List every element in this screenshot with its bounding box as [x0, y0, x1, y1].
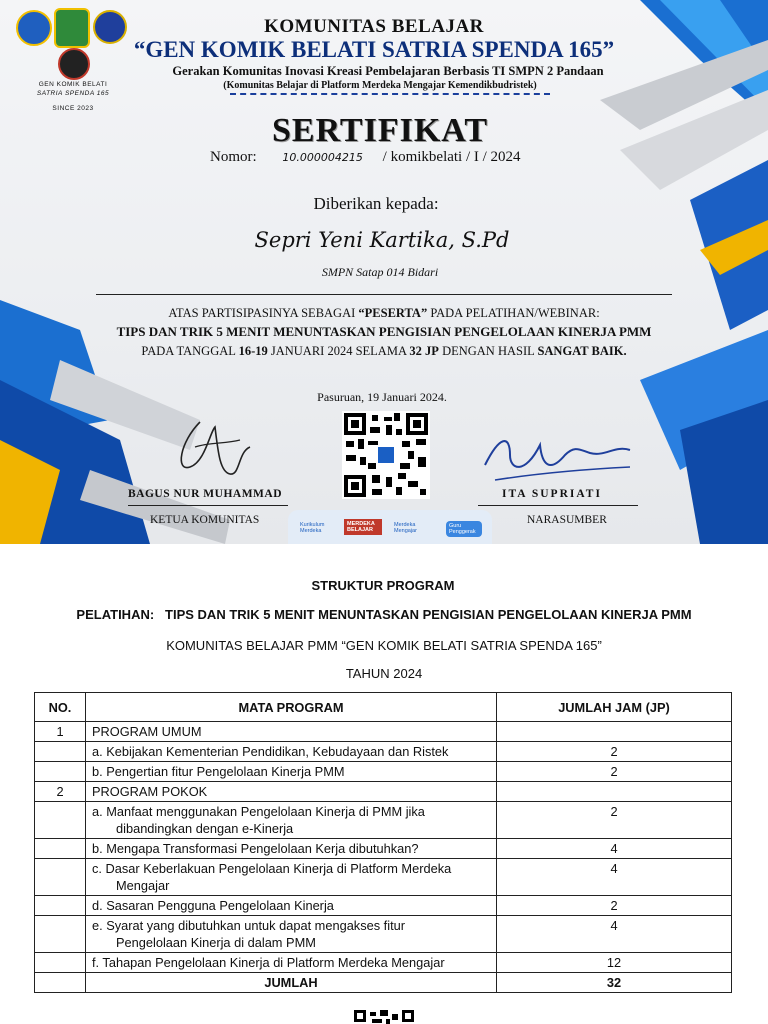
signature-right — [480, 425, 640, 495]
kurikulum-merdeka-logo: Kurikulum Merdeka — [300, 522, 325, 534]
row-hours: 2 — [497, 762, 732, 782]
logo-caption-since: SINCE 2023 — [52, 105, 94, 112]
row-number: 1 — [35, 722, 86, 742]
program-structure-page — [0, 544, 768, 1024]
details-text-a: PADA TANGGAL — [141, 344, 239, 358]
pelatihan-value: TIPS DAN TRIK 5 MENIT MENUNTASKAN PENGISIAN PENGELOLAAN KINERJA PMM — [165, 607, 692, 622]
table-total-row — [35, 973, 732, 993]
row-subject-text: PROGRAM UMUM — [92, 724, 202, 739]
guru-penggerak-logo: Guru Penggerak — [446, 521, 482, 537]
row-subject — [86, 762, 497, 782]
merdeka-mengajar-logo: Merdeka Mengajar — [394, 522, 417, 534]
table-row — [35, 762, 732, 782]
row-subject — [86, 782, 497, 802]
qr-code — [342, 411, 430, 499]
place-date: Pasuruan, 19 Januari 2024. — [317, 390, 447, 404]
training-details-line — [0, 344, 768, 359]
signer-right-name: ITA SUPRIATI — [502, 488, 602, 500]
movement-line: Gerakan Komunitas Inovasi Kreasi Pembelajaran Berbasis TI SMPN 2 Pandaan — [172, 64, 604, 78]
certificate-title: SERTIFIKAT — [271, 112, 488, 149]
program-title: STRUKTUR PROGRAM — [311, 578, 455, 593]
participation-text-end: PADA PELATIHAN/WEBINAR: — [427, 306, 600, 320]
row-hours: 4 — [497, 839, 732, 859]
row-subject-text: c. Dasar Keberlakuan Pengelolaan Kinerja di Platform Merdeka — [92, 861, 452, 876]
row-subject-text: b. Pengertian fitur Pengelolaan Kinerja PMM — [92, 764, 345, 779]
certificate-number — [210, 149, 521, 166]
details-result: SANGAT BAIK. — [537, 344, 627, 358]
logo-caption-line-2: SATRIA SPENDA 165 — [36, 90, 110, 97]
row-subject — [86, 896, 497, 916]
row-hours: 2 — [497, 742, 732, 762]
logo-caption-line-1: GEN KOMIK BELATI — [38, 81, 108, 88]
row-subject-continuation: Mengajar — [116, 878, 170, 893]
table-row — [35, 916, 732, 953]
table-row — [35, 896, 732, 916]
table-group-row — [35, 782, 732, 802]
signer-left-line — [128, 505, 288, 506]
row-hours: 2 — [497, 802, 732, 839]
row-subject — [86, 722, 497, 742]
recipient-divider — [96, 294, 672, 295]
details-jp: 32 JP — [409, 344, 439, 358]
pelatihan-label: PELATIHAN: — [76, 607, 155, 622]
number-value: 10.000004215 — [282, 151, 363, 164]
row-subject-text: a. Kebijakan Kementerian Pendidikan, Kebudayaan dan Ristek — [92, 744, 449, 759]
signer-left-name: BAGUS NUR MUHAMMAD — [128, 488, 283, 500]
recipient-name: Sepri Yeni Kartika, S.Pd — [254, 228, 510, 252]
row-number — [35, 896, 86, 916]
certificate-heading: KOMUNITAS BELAJAR — [264, 16, 484, 37]
row-hours: 2 — [497, 896, 732, 916]
row-hours: 12 — [497, 953, 732, 973]
community-name: “GEN KOMIK BELATI SATRIA SPENDA 165” — [133, 37, 615, 62]
row-number — [35, 742, 86, 762]
header-divider — [230, 93, 550, 101]
table-row — [35, 839, 732, 859]
row-subject — [86, 802, 497, 839]
footer-logos-bar — [288, 510, 492, 544]
row-number — [35, 839, 86, 859]
row-hours — [497, 722, 732, 742]
program-table — [34, 692, 732, 993]
table-row — [35, 859, 732, 896]
row-number — [35, 859, 86, 896]
row-subject-text: a. Manfaat menggunakan Pengelolaan Kinerja di PMM jika — [92, 804, 425, 819]
total-no-cell — [35, 973, 86, 993]
total-value: 32 — [497, 973, 732, 993]
signer-right-role: NARASUMBER — [527, 514, 607, 526]
table-body — [35, 722, 732, 973]
table-row — [35, 742, 732, 762]
row-hours — [497, 782, 732, 802]
participation-text: ATAS PARTISIPASINYA SEBAGAI — [168, 306, 359, 320]
signer-left-role: KETUA KOMUNITAS — [150, 514, 260, 526]
table-header-row — [35, 693, 732, 722]
footer-qr-code — [354, 1010, 414, 1024]
row-subject-text: e. Syarat yang dibutuhkan untuk dapat mengakses fitur — [92, 918, 406, 933]
training-title: TIPS DAN TRIK 5 MENIT MENUNTASKAN PENGISIAN PENGELOLAAN KINERJA PMM — [116, 324, 652, 339]
merdeka-belajar-logo: MERDEKA BELAJAR — [344, 519, 382, 535]
participation-role: “PESERTA” — [358, 306, 428, 320]
details-text-c: DENGAN HASIL — [438, 344, 538, 358]
participation-line — [0, 306, 768, 321]
row-hours: 4 — [497, 859, 732, 896]
row-subject-continuation: dibandingkan dengan e-Kinerja — [116, 821, 294, 836]
recipient-school: SMPN Satap 014 Bidari — [321, 265, 439, 279]
signature-left — [170, 412, 260, 492]
row-subject — [86, 742, 497, 762]
total-label: JUMLAH — [86, 973, 497, 993]
header-no: NO. — [35, 693, 86, 722]
number-suffix: / komikbelati / I / 2024 — [382, 149, 521, 165]
table-row — [35, 802, 732, 839]
given-to-label: Diberikan kepada: — [313, 194, 439, 213]
movement-subline: (Komunitas Belajar di Platform Merdeka Mengajar Kemendikbudristek) — [223, 80, 537, 91]
row-subject-continuation: Pengelolaan Kinerja di dalam PMM — [116, 935, 316, 950]
signer-right-line — [478, 505, 638, 506]
row-subject-text: d. Sasaran Pengguna Pengelolaan Kinerja — [92, 898, 334, 913]
row-number — [35, 762, 86, 782]
program-year-line: TAHUN 2024 — [345, 666, 423, 681]
table-row — [35, 953, 732, 973]
row-subject-text: b. Mengapa Transformasi Pengelolaan Kerja dibutuhkan? — [92, 841, 419, 856]
row-number: 2 — [35, 782, 86, 802]
row-number — [35, 916, 86, 953]
details-dates: 16-19 — [238, 344, 268, 358]
row-number — [35, 953, 86, 973]
row-subject-text: f. Tahapan Pengelolaan Kinerja di Platform Merdeka Mengajar — [92, 955, 445, 970]
row-number — [35, 802, 86, 839]
table-group-row — [35, 722, 732, 742]
program-training-line — [0, 607, 768, 622]
row-subject — [86, 859, 497, 896]
row-subject — [86, 953, 497, 973]
row-subject — [86, 916, 497, 953]
header-subject: MATA PROGRAM — [86, 693, 497, 722]
row-hours: 4 — [497, 916, 732, 953]
number-label: Nomor: — [210, 149, 257, 165]
row-subject — [86, 839, 497, 859]
row-subject-text: PROGRAM POKOK — [92, 784, 208, 799]
header-hours: JUMLAH JAM (JP) — [497, 693, 732, 722]
details-text-b: JANUARI 2024 SELAMA — [267, 344, 410, 358]
program-community-line: KOMUNITAS BELAJAR PMM “GEN KOMIK BELATI SATRIA SPENDA 165” — [166, 638, 602, 653]
